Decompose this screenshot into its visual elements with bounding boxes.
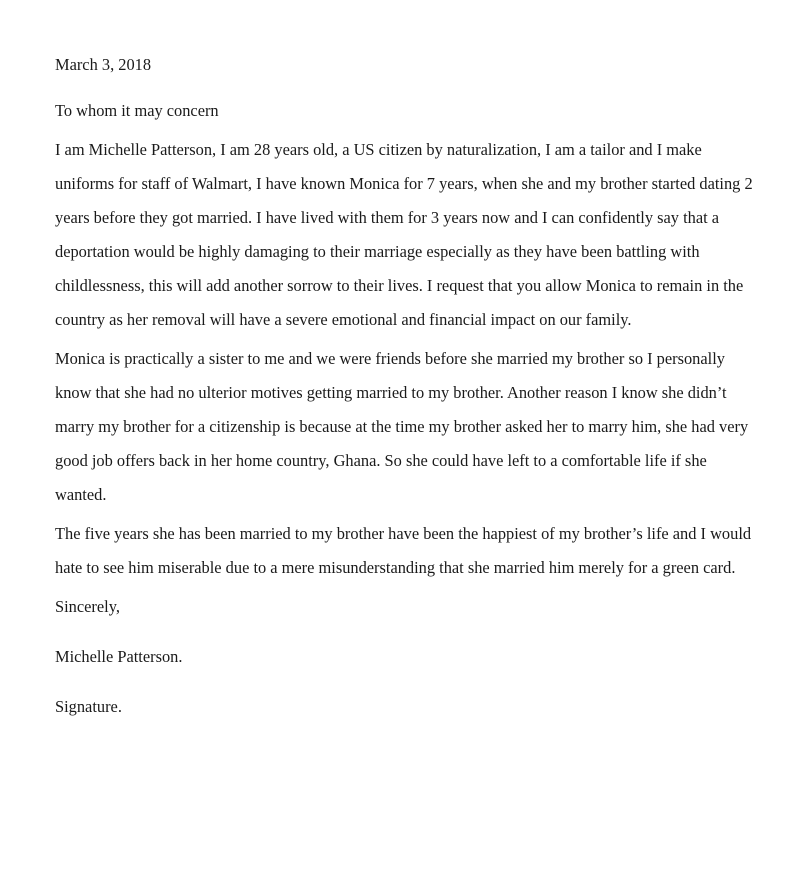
signature-label: Signature. [55, 697, 122, 716]
letter-salutation: To whom it may concern [55, 101, 219, 120]
body-paragraph-2: Monica is practically a sister to me and we were friends before she married my brother so I personally know that she had no ulterior motives getting married to my brother. Another reason I know she didn’t marry my brother for a citizenship is because at the time my brother asked her to marry him, she had very good job offers back in her home country, Ghana. So she could have left to a comfortable life if she wanted. [55, 349, 749, 504]
body-paragraph-3: The five years she has been married to my brother have been the happiest of my brother’s life and I would hate to see him miserable due to a mere misunderstanding that she married him merely for a green card. [55, 524, 752, 577]
signer-name: Michelle Patterson. [55, 647, 183, 666]
letter-document [55, 48, 755, 724]
letter-date: March 3, 2018 [55, 55, 152, 74]
body-paragraph-1: I am Michelle Patterson, I am 28 years old, a US citizen by naturalization, I am a tailor and I make uniforms for staff of Walmart, I have known Monica for 7 years, when she and my brother started dating 2 years before they got married. I have lived with them for 3 years now and I can confidently say that a deportation would be highly damaging to their marriage especially as they have been battling with childlessness, this will add another sorrow to their lives. I request that you allow Monica to remain in the country as her removal will have a severe emotional and financial impact on our family. [55, 140, 753, 329]
letter-closing: Sincerely, [55, 597, 120, 616]
